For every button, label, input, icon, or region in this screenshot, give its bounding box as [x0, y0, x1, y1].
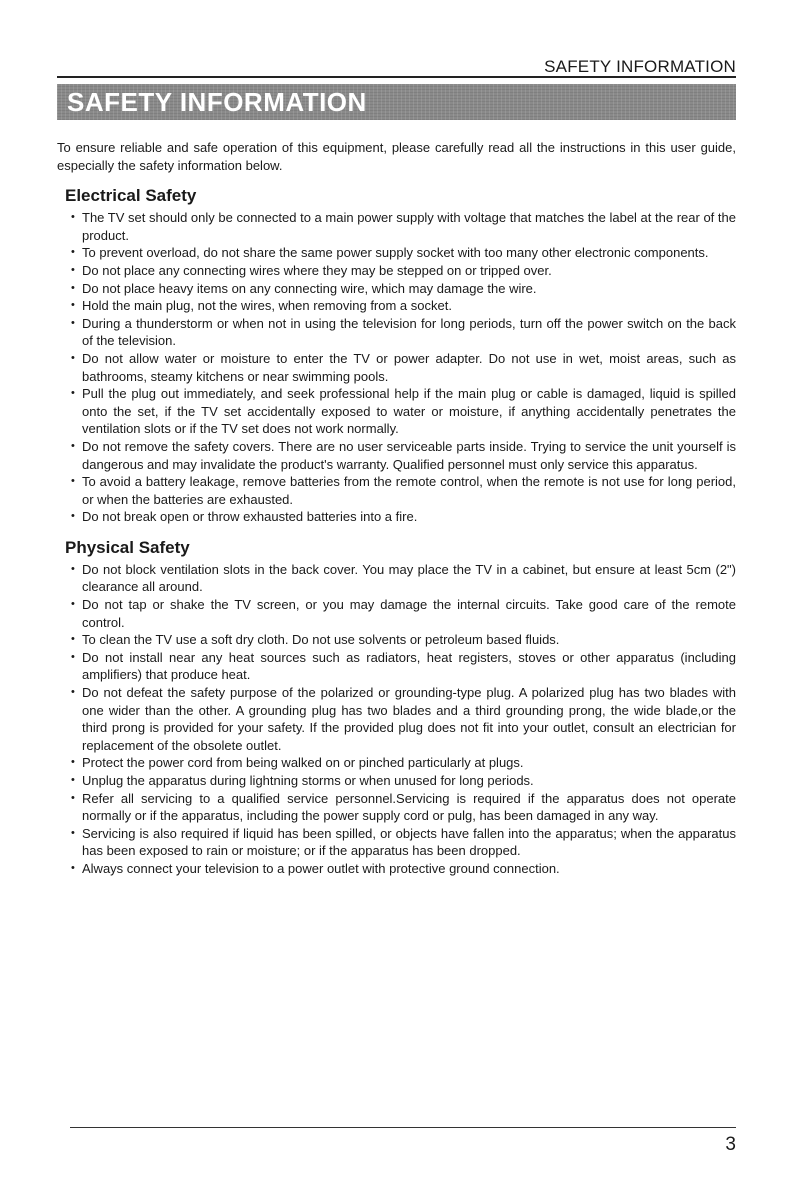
- list-item: • Do not place any connecting wires where they may be stepped on or tripped over.: [57, 262, 736, 280]
- list-item: • Do not install near any heat sources such as radiators, heat registers, stoves or other apparatus (including amplifiers) that produce heat.: [57, 649, 736, 684]
- physical-safety-list: [57, 561, 736, 878]
- list-item: • To clean the TV use a soft dry cloth. Do not use solvents or petroleum based fluids.: [57, 631, 736, 649]
- list-item: • Servicing is also required if liquid has been spilled, or objects have fallen into the apparatus; when the apparatus has been exposed to rain or moisture; or if the apparatus has been dropped.: [57, 825, 736, 860]
- list-item: • During a thunderstorm or when not in using the television for long periods, turn off the power switch on the back of the television.: [57, 315, 736, 350]
- list-item: • The TV set should only be connected to a main power supply with voltage that matches the label at the rear of the product.: [57, 209, 736, 244]
- list-item: • Refer all servicing to a qualified service personnel.Servicing is required if the apparatus does not operate normally or if the apparatus, including the power supply cord or pulg, has been damaged in any way.: [57, 790, 736, 825]
- list-item: • To prevent overload, do not share the same power supply socket with too many other electronic components.: [57, 244, 736, 262]
- electrical-safety-list: [57, 209, 736, 526]
- banner-title: SAFETY INFORMATION: [67, 87, 367, 117]
- list-item: • Hold the main plug, not the wires, when removing from a socket.: [57, 297, 736, 315]
- list-item: • To avoid a battery leakage, remove batteries from the remote control, when the remote is not use for long period, or when the batteries are exhausted.: [57, 473, 736, 508]
- list-item: • Do not block ventilation slots in the back cover. You may place the TV in a cabinet, but ensure at least 5cm (2") clearance all around.: [57, 561, 736, 596]
- list-item: • Do not allow water or moisture to enter the TV or power adapter. Do not use in wet, moist areas, such as bathrooms, steamy kitchens or near swimming pools.: [57, 350, 736, 385]
- list-item: • Always connect your television to a power outlet with protective ground connection.: [57, 860, 736, 878]
- page-number: 3: [725, 1134, 736, 1155]
- list-item: • Do not break open or throw exhausted batteries into a fire.: [57, 508, 736, 526]
- list-item: • Do not defeat the safety purpose of the polarized or grounding-type plug. A polarized plug has two blades with one wider than the other. A grounding plug has two blades and a third grounding prong, the wide blade,or the third prong is provided for your safety. If the provided plug does not fit into your outlet, consult an electrician for replacement of the obsolete outlet.: [57, 684, 736, 754]
- electrical-safety-heading: Electrical Safety: [65, 186, 197, 206]
- list-item: • Do not remove the safety covers. There are no user serviceable parts inside. Trying to service the unit yourself is dangerous and may invalidate the product's warranty. Qualified personnel must only service this apparatus.: [57, 438, 736, 473]
- running-head: SAFETY INFORMATION: [544, 57, 736, 76]
- header-rule: [57, 76, 736, 78]
- list-item: • Do not tap or shake the TV screen, or you may damage the internal circuits. Take good care of the remote control.: [57, 596, 736, 631]
- list-item: • Pull the plug out immediately, and seek professional help if the main plug or cable is damaged, liquid is spilled onto the set, if the TV set accidentally exposed to water or moisture, if anything accidentally penetrates the ventilation slots or if the TV set does not work normally.: [57, 385, 736, 438]
- physical-safety-heading: Physical Safety: [65, 537, 190, 557]
- page-content: [57, 139, 736, 890]
- intro-paragraph: To ensure reliable and safe operation of this equipment, please carefully read all the instructions in this user guide, especially the safety information below.: [57, 140, 736, 173]
- list-item: • Unplug the apparatus during lightning storms or when unused for long periods.: [57, 772, 736, 790]
- list-item: • Protect the power cord from being walked on or pinched particularly at plugs.: [57, 754, 736, 772]
- list-item: • Do not place heavy items on any connecting wire, which may damage the wire.: [57, 280, 736, 298]
- section-banner: [57, 84, 736, 120]
- footer-rule: [70, 1127, 736, 1128]
